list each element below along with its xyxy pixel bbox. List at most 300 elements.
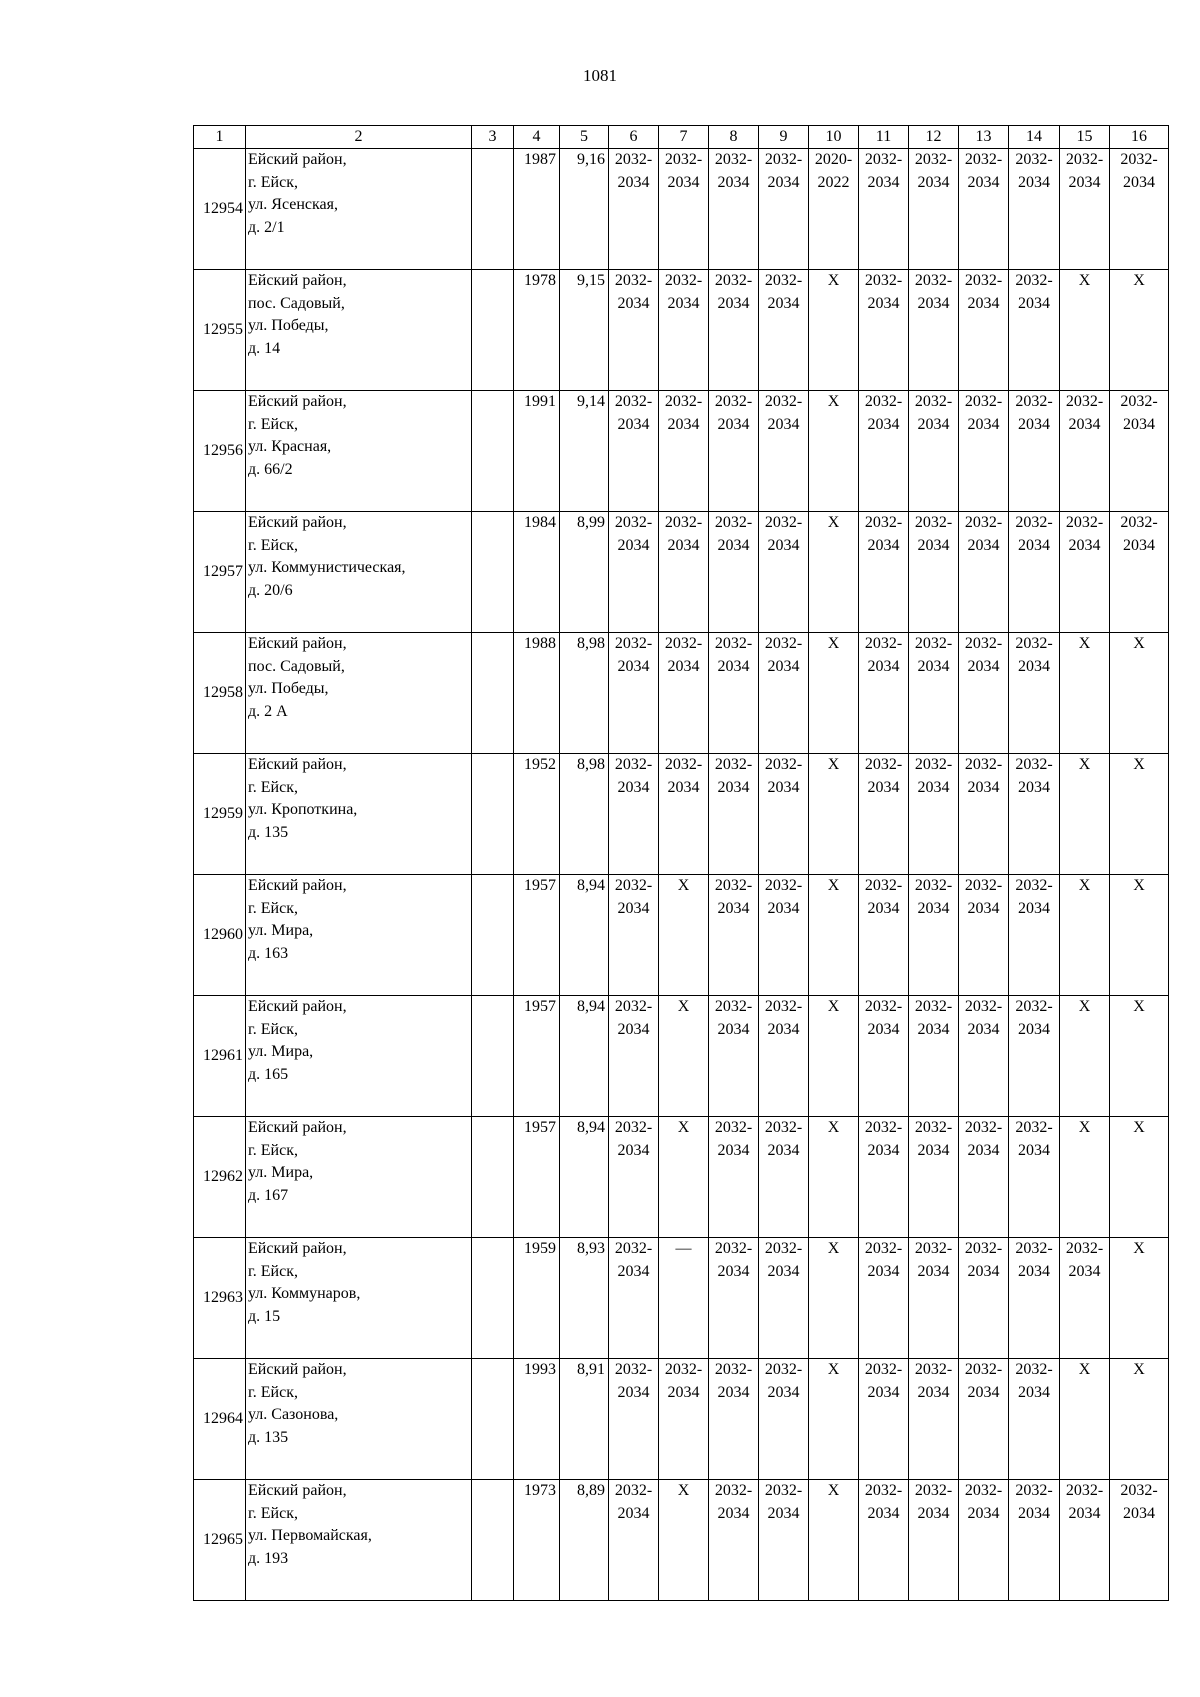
address-line: ул. Красная, [248,438,332,456]
column-header: 5 [560,126,609,149]
year-cell: 1984 [514,512,560,633]
period-text: 2032- 2034 [1015,514,1053,554]
period-text: 2032- 2034 [864,272,903,312]
period-text: 2032- 2034 [964,635,1003,675]
period-text: X [1133,272,1145,290]
period-cell [1110,149,1169,270]
address-line: г. Ейск, [248,1141,298,1159]
period-cell [759,512,809,633]
period-text: 2032- 2034 [764,635,803,675]
period-text: 2032- 2034 [664,514,703,554]
period-cell [959,1359,1009,1480]
period-text: 2032- 2034 [1015,151,1053,191]
address-line: д. 163 [248,944,289,962]
address-line: ул. Мира, [248,1164,314,1182]
period-cell [809,996,859,1117]
period-cell [759,149,809,270]
period-text: 2032- 2034 [664,151,703,191]
value-cell: 9,14 [560,391,609,512]
table-row [194,754,1169,875]
address-line: г. Ейск, [248,1020,298,1038]
period-text: 2032- 2034 [714,998,753,1038]
period-cell [759,270,809,391]
period-cell [959,391,1009,512]
period-text: 2032- 2034 [914,1119,953,1159]
period-cell [659,1117,709,1238]
address-line: д. 167 [248,1186,289,1204]
period-text: X [827,998,840,1016]
period-text: 2032- 2034 [764,514,803,554]
period-cell [1009,996,1060,1117]
empty-cell [472,391,514,512]
row-number: 12965 [194,1480,246,1601]
year-cell: 1987 [514,149,560,270]
address-line: ул. Победы, [248,680,329,698]
value-cell: 8,98 [560,633,609,754]
value-cell: 8,93 [560,1238,609,1359]
period-text: X [1078,756,1091,774]
period-cell [1110,996,1169,1117]
period-text: 2032- 2034 [964,1361,1003,1401]
period-cell [1110,1117,1169,1238]
period-text: X [827,393,840,411]
period-text: X [827,877,840,895]
period-text: X [677,998,690,1016]
period-text: 2032- 2034 [864,1240,903,1280]
period-cell [909,512,959,633]
period-text: 2032- 2034 [664,393,703,433]
address-cell [246,875,472,996]
period-cell [1060,1117,1110,1238]
period-cell [609,512,659,633]
column-header: 1 [194,126,246,149]
value-cell: 8,94 [560,996,609,1117]
period-text: 2032- 2034 [864,1361,903,1401]
table-row [194,1359,1169,1480]
period-cell [959,1238,1009,1359]
period-cell [859,633,909,754]
period-text: 2032- 2034 [864,635,903,675]
column-header: 7 [659,126,709,149]
period-text: 2032- 2034 [964,756,1003,796]
year-cell: 1991 [514,391,560,512]
table-row [194,391,1169,512]
period-text: 2032- 2034 [614,1482,653,1522]
period-cell [759,1238,809,1359]
address-line: г. Ейск, [248,536,298,554]
period-cell [959,512,1009,633]
period-text: 2032- 2034 [914,1482,953,1522]
period-text: X [677,1119,690,1137]
period-text: 2032- 2034 [614,998,653,1038]
table-row [194,512,1169,633]
row-number: 12963 [194,1238,246,1359]
period-text: 2032- 2034 [614,877,653,917]
period-text: 2032- 2034 [714,1361,753,1401]
period-text: 2032- 2034 [714,877,753,917]
period-text: 2032- 2034 [964,1240,1003,1280]
period-text: X [827,635,840,653]
table-body [194,149,1169,1601]
address-line: ул. Первомайская, [248,1527,372,1545]
period-text: 2032- 2034 [714,393,753,433]
period-cell [1060,149,1110,270]
period-cell [809,875,859,996]
year-cell: 1988 [514,633,560,754]
period-text: 2032- 2034 [1065,1240,1104,1280]
address-line: г. Ейск, [248,173,298,191]
period-text: 2032- 2034 [1015,1361,1053,1401]
period-cell [809,270,859,391]
address-line: ул. Победы, [248,317,329,335]
period-text: 2032- 2034 [1065,514,1104,554]
period-cell [859,149,909,270]
table-row [194,996,1169,1117]
address-line: д. 20/6 [248,581,293,599]
period-cell [959,754,1009,875]
page-number: 1081 [583,66,617,85]
empty-cell [472,149,514,270]
period-cell [1060,754,1110,875]
column-header: 15 [1060,126,1110,149]
empty-cell [472,875,514,996]
row-number: 12956 [194,391,246,512]
period-cell [859,996,909,1117]
period-cell [659,1238,709,1359]
period-cell [709,754,759,875]
period-cell [959,996,1009,1117]
period-cell [809,754,859,875]
value-cell: 8,99 [560,512,609,633]
address-line: г. Ейск, [248,778,298,796]
period-cell [1009,754,1060,875]
period-cell [1009,391,1060,512]
period-cell [609,391,659,512]
period-cell [1110,512,1169,633]
address-line: д. 15 [248,1307,281,1325]
period-text: X [1078,877,1091,895]
year-cell: 1993 [514,1359,560,1480]
period-cell [1110,391,1169,512]
period-text: X [677,1482,690,1500]
address-cell [246,1359,472,1480]
column-header: 14 [1009,126,1060,149]
period-cell [609,1238,659,1359]
period-cell [809,633,859,754]
period-text: 2032- 2034 [714,272,753,312]
column-header: 16 [1110,126,1169,149]
period-text: 2032- 2034 [964,272,1003,312]
period-cell [859,512,909,633]
value-cell: 9,16 [560,149,609,270]
period-text: 2032- 2034 [964,877,1003,917]
address-cell [246,633,472,754]
address-line: ул. Коммунистическая, [248,559,406,577]
data-table [193,125,1169,1601]
period-cell [709,875,759,996]
value-cell: 8,94 [560,875,609,996]
period-text: 2032- 2034 [764,151,803,191]
row-number: 12960 [194,875,246,996]
address-line: ул. Сазонова, [248,1406,339,1424]
value-cell: 8,98 [560,754,609,875]
period-cell [609,1359,659,1480]
address-line: ул. Ясенская, [248,196,339,214]
period-cell [709,1359,759,1480]
address-line: пос. Садовый, [248,294,345,312]
period-text: 2032- 2034 [914,877,953,917]
address-line: г. Ейск, [248,1383,298,1401]
period-text: 2032- 2034 [1015,1240,1053,1280]
address-line: Ейский район, [248,514,347,532]
period-text: 2032- 2034 [964,151,1003,191]
period-cell [1009,1238,1060,1359]
period-cell [659,1359,709,1480]
address-line: д. 2 А [248,702,288,720]
period-text: 2032- 2034 [764,272,803,312]
empty-cell [472,996,514,1117]
row-number: 12955 [194,270,246,391]
period-cell [1009,633,1060,754]
period-cell [759,1480,809,1601]
period-cell [659,633,709,754]
period-cell [859,754,909,875]
column-header: 10 [809,126,859,149]
period-cell [859,391,909,512]
address-line: Ейский район, [248,272,347,290]
empty-cell [472,512,514,633]
address-cell [246,754,472,875]
period-cell [1060,391,1110,512]
period-cell [809,512,859,633]
period-text: 2032- 2034 [764,1119,803,1159]
address-line: г. Ейск, [248,1262,298,1280]
period-cell [609,1117,659,1238]
period-text: — [675,1240,692,1258]
period-text: 2032- 2034 [964,393,1003,433]
period-text: X [827,1482,840,1500]
period-text: 2032- 2034 [964,1119,1003,1159]
period-cell [909,391,959,512]
period-cell [759,875,809,996]
period-cell [1110,875,1169,996]
period-text: 2032- 2034 [914,998,953,1038]
period-text: 2032- 2034 [914,151,953,191]
year-cell: 1957 [514,996,560,1117]
address-line: г. Ейск, [248,1504,298,1522]
value-cell: 8,89 [560,1480,609,1601]
period-cell [1060,1480,1110,1601]
column-header: 2 [246,126,472,149]
period-text: 2032- 2034 [1015,272,1053,312]
period-text: 2032- 2034 [1065,151,1104,191]
period-cell [959,633,1009,754]
period-cell [709,270,759,391]
period-cell [859,1238,909,1359]
period-text: 2032- 2034 [914,272,953,312]
period-text: 2032- 2034 [614,514,653,554]
period-cell [609,875,659,996]
period-text: 2032- 2034 [714,514,753,554]
period-cell [909,754,959,875]
period-text: X [1078,998,1091,1016]
period-cell [909,149,959,270]
period-text: 2032- 2034 [714,1119,753,1159]
period-text: 2032- 2034 [1015,1119,1053,1159]
period-text: 2032- 2034 [1015,877,1053,917]
row-number: 12959 [194,754,246,875]
empty-cell [472,754,514,875]
period-text: X [827,1240,840,1258]
value-cell: 9,15 [560,270,609,391]
period-text: 2032- 2034 [914,393,953,433]
period-cell [959,875,1009,996]
period-cell [1110,754,1169,875]
period-cell [909,1480,959,1601]
address-line: д. 165 [248,1065,289,1083]
column-header: 4 [514,126,560,149]
empty-cell [472,1117,514,1238]
period-cell [1060,512,1110,633]
year-cell: 1952 [514,754,560,875]
period-cell [1110,633,1169,754]
period-cell [659,996,709,1117]
row-number: 12958 [194,633,246,754]
period-text: X [1133,1361,1145,1379]
period-text: 2032- 2034 [914,756,953,796]
year-cell: 1973 [514,1480,560,1601]
period-text: 2032- 2034 [964,1482,1003,1522]
period-text: 2032- 2034 [914,514,953,554]
address-line: Ейский район, [248,635,347,653]
period-cell [759,1359,809,1480]
period-cell [909,633,959,754]
period-text: 2032- 2034 [714,151,753,191]
period-text: 2032- 2034 [614,272,653,312]
address-line: Ейский район, [248,393,347,411]
address-cell [246,1238,472,1359]
period-text: X [1133,756,1145,774]
period-text: 2032- 2034 [964,998,1003,1038]
address-line: Ейский район, [248,756,347,774]
address-cell [246,391,472,512]
period-cell [909,1238,959,1359]
period-cell [709,1480,759,1601]
period-text: X [1133,877,1145,895]
address-line: д. 193 [248,1549,289,1567]
period-cell [909,1359,959,1480]
period-cell [859,1359,909,1480]
empty-cell [472,1480,514,1601]
period-cell [1009,1480,1060,1601]
address-line: д. 135 [248,823,289,841]
address-cell [246,270,472,391]
period-text: 2032- 2034 [714,635,753,675]
column-header: 3 [472,126,514,149]
period-cell [659,875,709,996]
table-row [194,149,1169,270]
address-line: Ейский район, [248,998,347,1016]
address-line: ул. Коммунаров, [248,1285,361,1303]
period-cell [809,1238,859,1359]
period-cell [1009,512,1060,633]
period-text: X [1133,1240,1145,1258]
period-cell [1110,1238,1169,1359]
period-text: 2032- 2034 [914,1240,953,1280]
period-cell [659,512,709,633]
period-text: 2032- 2034 [614,1361,653,1401]
empty-cell [472,1359,514,1480]
address-line: пос. Садовый, [248,657,345,675]
period-cell [1060,996,1110,1117]
period-cell [809,1359,859,1480]
period-cell [859,875,909,996]
period-cell [909,996,959,1117]
column-header: 6 [609,126,659,149]
period-cell [1009,149,1060,270]
period-text: 2032- 2034 [764,1482,803,1522]
period-cell [1110,270,1169,391]
period-cell [1009,1359,1060,1480]
table-row [194,270,1169,391]
period-text: X [827,1361,840,1379]
period-text: 2032- 2034 [614,1240,653,1280]
row-number: 12964 [194,1359,246,1480]
period-cell [809,1117,859,1238]
period-text: X [1078,635,1091,653]
address-cell [246,149,472,270]
period-text: X [827,514,840,532]
table-row [194,1238,1169,1359]
address-line: ул. Мира, [248,1043,314,1061]
period-text: 2032- 2034 [664,635,703,675]
period-text: 2020- 2022 [814,151,853,191]
period-text: X [1133,1119,1145,1137]
period-text: 2032- 2034 [664,272,703,312]
period-cell [909,875,959,996]
period-text: X [1133,998,1145,1016]
period-cell [759,633,809,754]
address-line: ул. Кропоткина, [248,801,358,819]
period-text: 2032- 2034 [614,393,653,433]
period-cell [659,391,709,512]
period-cell [659,270,709,391]
period-cell [659,1480,709,1601]
table-row [194,633,1169,754]
period-text: X [1078,272,1091,290]
year-cell: 1957 [514,875,560,996]
address-cell [246,512,472,633]
period-cell [709,391,759,512]
row-number: 12961 [194,996,246,1117]
period-cell [1060,1238,1110,1359]
period-cell [1060,875,1110,996]
period-text: 2032- 2034 [1015,998,1053,1038]
row-number: 12954 [194,149,246,270]
period-cell [809,391,859,512]
period-cell [709,1117,759,1238]
period-cell [709,149,759,270]
period-cell [609,149,659,270]
period-cell [809,149,859,270]
period-text: 2032- 2034 [1065,1482,1104,1522]
period-cell [709,996,759,1117]
period-cell [859,1480,909,1601]
period-text: 2032- 2034 [614,635,653,675]
period-text: 2032- 2034 [864,1119,903,1159]
table-row [194,1117,1169,1238]
address-line: д. 14 [248,339,281,357]
